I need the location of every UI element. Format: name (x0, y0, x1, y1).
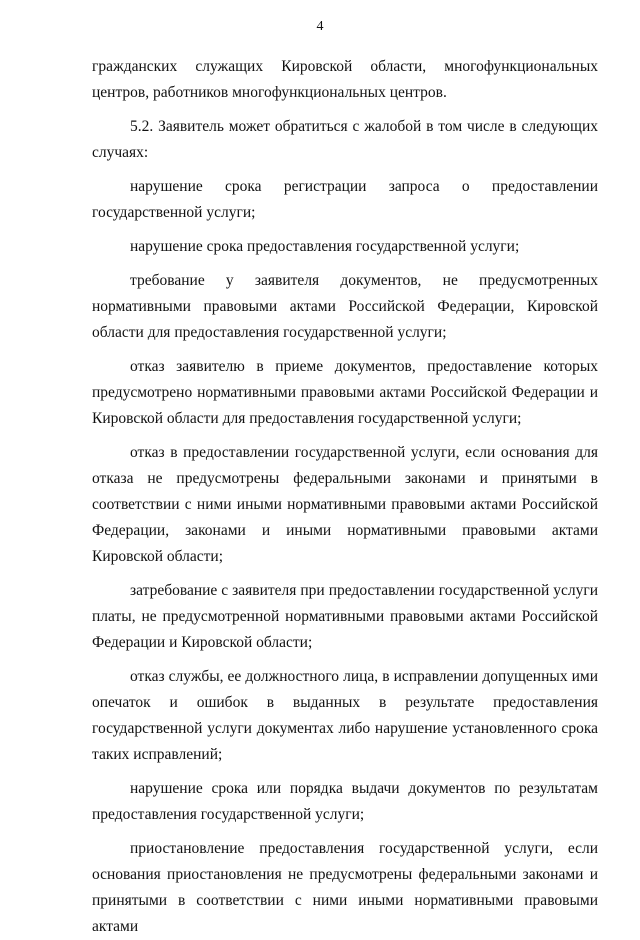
paragraph-case-refusal-reception: отказ заявителю в приеме документов, предоставление которых предусмотрено нормативными правовыми актами Российской Федерации и Кировской области для предоставления государственной услуги; (92, 358, 598, 427)
paragraph-continuation: гражданских служащих Кировской области, многофункциональных центров, работников многофункциональных центров. (92, 58, 598, 101)
paragraph-case-corrections-refusal: отказ службы, ее должностного лица, в исправлении допущенных ими опечаток и ошибок в выданных в результате предоставления государственной услуги документах либо нарушение установленного срока таких исправлений; (92, 668, 598, 763)
paragraph-case-refusal-service: отказ в предоставлении государственной услуги, если основания для отказа не предусмотрены федеральными законами и принятыми в соответствии с ними иными нормативными правовыми актами Российской Федерации, законами и иными нормативными правовыми актами Кировской области; (92, 444, 598, 565)
paragraph-case-suspension: приостановление предоставления государственной услуги, если основания приостановления не предусмотрены федеральными законами и принятыми в соответствии с ними иными нормативными правовыми актами (92, 840, 598, 935)
paragraph-case-service-term: нарушение срока предоставления государственной услуги; (130, 238, 520, 255)
paragraph-case-documents-requirement: требование у заявителя документов, не предусмотренных нормативными правовыми актами Российской Федерации, Кировской области для предоставления государственной услуги; (92, 272, 598, 341)
paragraph-case-registration-term: нарушение срока регистрации запроса о предоставлении государственной услуги; (92, 178, 598, 221)
paragraph-case-issuance-term: нарушение срока или порядка выдачи документов по результатам предоставления государственной услуги; (92, 780, 598, 823)
document-body (92, 54, 598, 940)
paragraph-case-fee-demand: затребование с заявителя при предоставлении государственной услуги платы, не предусмотренной нормативными правовыми актами Российской Федерации и Кировской области; (92, 582, 598, 651)
paragraph-section-5-2: 5.2. Заявитель может обратиться с жалобой в том числе в следующих случаях: (92, 118, 598, 161)
page-number: 4 (316, 19, 324, 34)
